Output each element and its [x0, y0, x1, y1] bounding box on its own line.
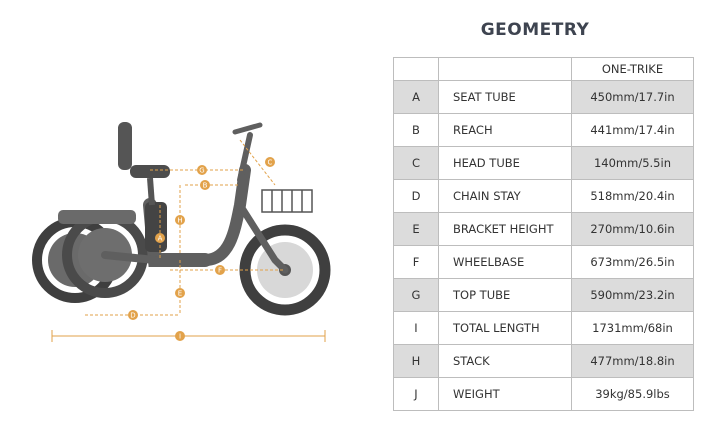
rear-rack — [58, 210, 136, 224]
row-code: F — [394, 246, 439, 279]
table-header-row — [394, 58, 694, 81]
front-basket — [262, 190, 312, 212]
geometry-title: GEOMETRY — [480, 20, 590, 40]
column-header: ONE-TRIKE — [572, 58, 694, 81]
row-code: C — [394, 147, 439, 180]
header-blank-cell — [439, 58, 572, 81]
row-name: SEAT TUBE — [439, 81, 572, 114]
header-blank-cell — [394, 58, 439, 81]
row-value: 39kg/85.9lbs — [572, 378, 694, 411]
table-row — [394, 345, 694, 378]
marker-h: H — [177, 216, 183, 225]
row-value: 450mm/17.7in — [572, 81, 694, 114]
marker-f: F — [217, 266, 223, 275]
table-row — [394, 312, 694, 345]
marker-b: B — [202, 181, 208, 190]
table-row — [394, 180, 694, 213]
row-value: 270mm/10.6in — [572, 213, 694, 246]
row-name: WHEELBASE — [439, 246, 572, 279]
table-row — [394, 378, 694, 411]
geometry-table — [393, 57, 694, 411]
table-row — [394, 279, 694, 312]
trike-geometry-diagram — [30, 110, 360, 350]
marker-g: G — [199, 166, 205, 175]
row-code: D — [394, 180, 439, 213]
table-row — [394, 114, 694, 147]
marker-d: D — [130, 311, 136, 320]
row-name: REACH — [439, 114, 572, 147]
row-value: 673mm/26.5in — [572, 246, 694, 279]
row-code: H — [394, 345, 439, 378]
table-row — [394, 147, 694, 180]
row-value: 441mm/17.4in — [572, 114, 694, 147]
row-value: 1731mm/68in — [572, 312, 694, 345]
row-value: 477mm/18.8in — [572, 345, 694, 378]
marker-c: C — [267, 158, 273, 167]
row-code: E — [394, 213, 439, 246]
row-value: 590mm/23.2in — [572, 279, 694, 312]
seat-backrest — [118, 122, 132, 170]
row-value: 140mm/5.5in — [572, 147, 694, 180]
seat — [130, 165, 170, 178]
marker-e: E — [177, 289, 183, 298]
marker-a: A — [157, 234, 163, 243]
row-name: CHAIN STAY — [439, 180, 572, 213]
row-name: TOTAL LENGTH — [439, 312, 572, 345]
row-name: WEIGHT — [439, 378, 572, 411]
row-name: BRACKET HEIGHT — [439, 213, 572, 246]
row-code: J — [394, 378, 439, 411]
table-row — [394, 213, 694, 246]
row-value: 518mm/20.4in — [572, 180, 694, 213]
row-name: STACK — [439, 345, 572, 378]
marker-i: I — [178, 332, 182, 341]
row-code: I — [394, 312, 439, 345]
row-code: A — [394, 81, 439, 114]
battery — [145, 202, 167, 252]
row-name: HEAD TUBE — [439, 147, 572, 180]
table-row — [394, 81, 694, 114]
row-code: G — [394, 279, 439, 312]
table-row — [394, 246, 694, 279]
row-name: TOP TUBE — [439, 279, 572, 312]
row-code: B — [394, 114, 439, 147]
